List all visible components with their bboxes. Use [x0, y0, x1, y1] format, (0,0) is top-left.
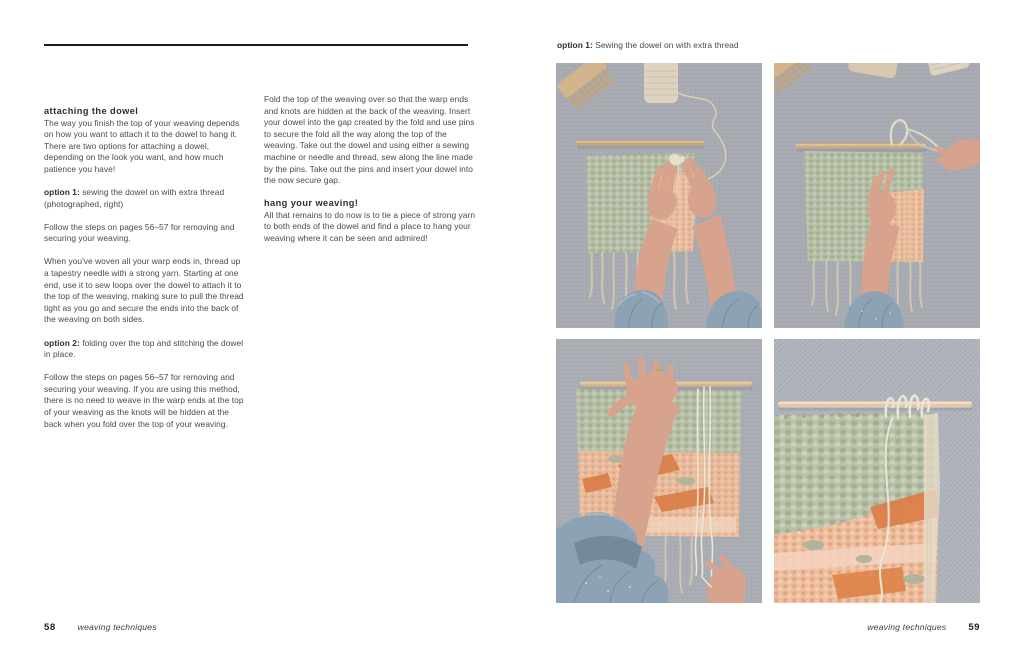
- photo-sewing-dowel-step1: [556, 63, 762, 328]
- caption-text: Sewing the dowel on with extra thread: [592, 40, 739, 50]
- photo-sewing-dowel-step2: [774, 63, 980, 328]
- footer-left: [44, 622, 157, 633]
- paragraph: Follow the steps on pages 56–57 for removing and securing your weaving. If you are using this method, there is no need to weave in the warp ends at the top of your weaving as the knots will be hidden at the back when you fold over the top of your weaving.: [44, 372, 244, 429]
- paragraph: The way you finish the top of your weaving depends on how you want to attach it to the dowel to hang it. There are two options for attaching a dowel, depending on the look you want, and how much patience you have!: [44, 117, 240, 174]
- paragraph: Follow the steps on pages 56–57 for removing and securing your weaving.: [44, 221, 235, 244]
- section-label: weaving techniques: [77, 622, 157, 632]
- photo-holding-dowel: [556, 339, 762, 603]
- footer-right: [867, 622, 980, 633]
- paragraph: Fold the top of the weaving over so that the warp ends and knots are hidden at the back of the weaving. Insert your dowel into the gap created by the fold and use pins to secure the fold all the way along the top of the weaving. Take out the dowel and using either a sewing machine or needle and thread, sew along the line made by the pins. Take out the pins and insert your dowel into the now secure gap.: [264, 94, 475, 186]
- section-label: weaving techniques: [867, 622, 947, 632]
- option-1-label: option 1:: [44, 187, 80, 198]
- paragraph-option-2: [44, 338, 244, 361]
- paragraph: When you've woven all your warp ends in, thread up a tapestry needle with a strong yarn. Starting at one end, use it to sew loops over the dowel to attach it to the top of the weaving, making sure to pull the thread tight as you go and secure the ends into the back of the weaving on both sides.: [44, 256, 244, 325]
- paragraph-option-1: [44, 187, 244, 210]
- middle-column: [264, 94, 476, 256]
- photo-caption: [557, 40, 739, 50]
- photo-illustration: [556, 339, 762, 603]
- section-heading-attaching-the-dowel: attaching the dowel: [44, 106, 139, 116]
- option-2-text: folding over the top and stitching the dowel in place.: [44, 337, 244, 360]
- page-number: 59: [968, 622, 980, 633]
- photo-illustration: [556, 63, 762, 328]
- photo-grid: [556, 63, 980, 603]
- photo-weaving-closeup: [774, 339, 980, 603]
- section-heading-hang-your-weaving: hang your weaving!: [264, 198, 359, 209]
- top-rule: [44, 44, 468, 46]
- caption-option-label: option 1:: [557, 40, 593, 50]
- photo-illustration: [774, 63, 980, 328]
- left-column: [44, 106, 244, 442]
- photo-illustration: [774, 339, 980, 603]
- option-2-label: option 2:: [44, 337, 80, 348]
- paragraph: All that remains to do now is to tie a piece of strong yarn to both ends of the dowel and find a place to hang your weaving where it can be seen and admired!: [264, 209, 476, 244]
- option-1-text: sewing the dowel on with extra thread (photographed, right): [44, 187, 225, 209]
- page-number: 58: [44, 622, 56, 633]
